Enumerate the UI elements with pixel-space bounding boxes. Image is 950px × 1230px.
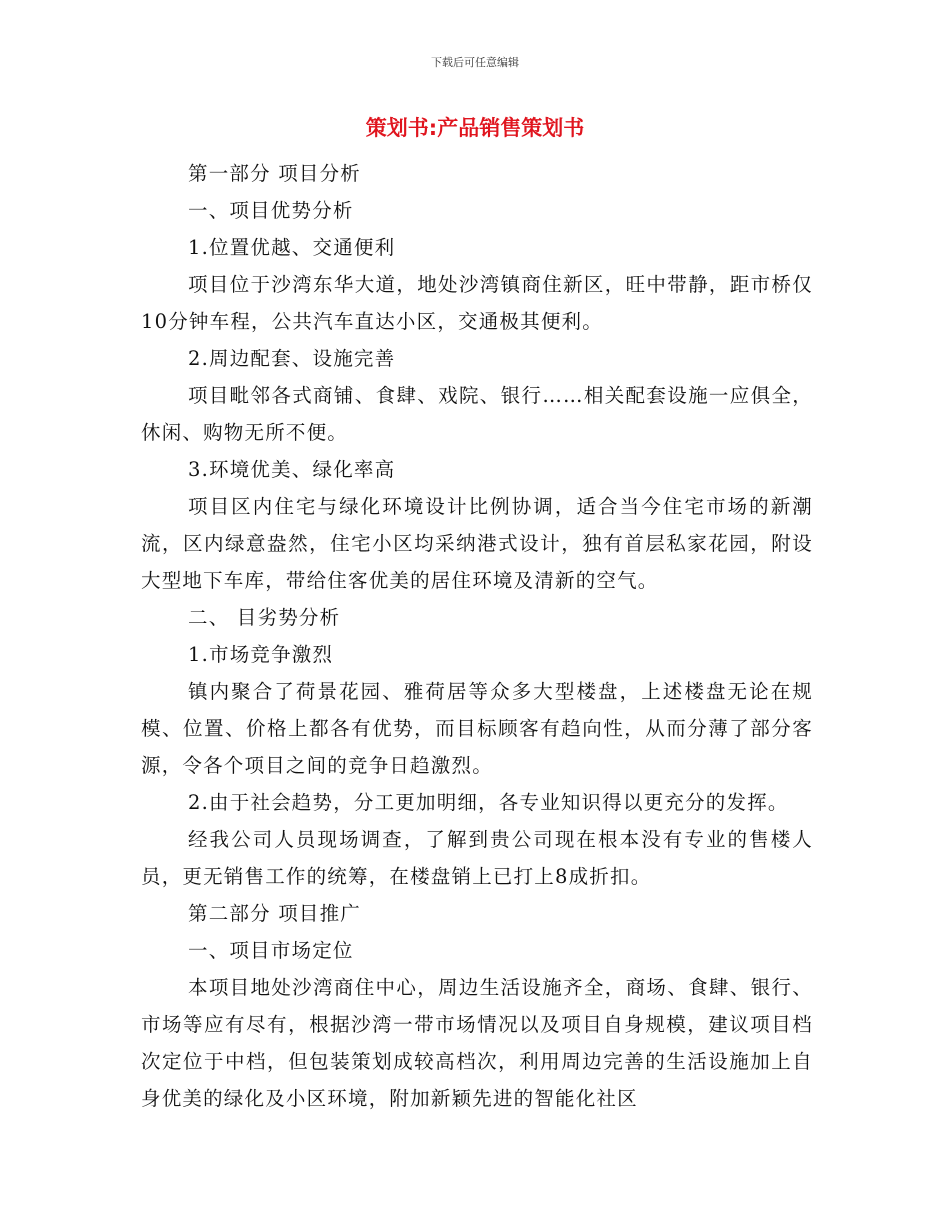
paragraph: 第二部分 项目推广 [188, 902, 361, 925]
paragraph: 二、 目劣势分析 [188, 606, 341, 629]
paragraph: 1.位置优越、交通便利 [188, 236, 396, 259]
paragraph: 第一部分 项目分析 [188, 162, 361, 185]
document-body [141, 155, 813, 1117]
paragraph: 项目毗邻各式商铺、食肆、戏院、银行……相关配套设施一应俱全，休闲、购物无所不便。 [141, 384, 813, 444]
paragraph: 本项目地处沙湾商住中心，周边生活设施齐全，商场、食肆、银行、市场等应有尽有，根据沙湾一带市场情况以及项目自身规模，建议项目档次定位于中档，但包装策划成较高档次，利用周边完善的生活设施加上自身优美的绿化及小区环境，附加新颖先进的智能化社区 [141, 976, 813, 1110]
document-title: 策划书:产品销售策划书 [365, 116, 585, 140]
paragraph: 项目位于沙湾东华大道，地处沙湾镇商住新区，旺中带静，距市桥仅10分钟车程，公共汽车直达小区，交通极其便利。 [141, 273, 813, 333]
paragraph: 一、项目市场定位 [188, 939, 354, 962]
paragraph: 项目区内住宅与绿化环境设计比例协调，适合当今住宅市场的新潮流，区内绿意盎然，住宅小区均采纳港式设计，独有首层私家花园，附设大型地下车库，带给住客优美的居住环境及清新的空气。 [141, 495, 813, 592]
paragraph: 2.由于社会趋势，分工更加明细，各专业知识得以更充分的发挥。 [188, 791, 789, 814]
paragraph: 1.市场竞争激烈 [188, 643, 334, 666]
paragraph: 2.周边配套、设施完善 [188, 347, 396, 370]
paragraph: 一、项目优势分析 [188, 199, 354, 222]
paragraph: 经我公司人员现场调查，了解到贵公司现在根本没有专业的售楼人员，更无销售工作的统筹，在楼盘销上已打上8成折扣。 [141, 828, 813, 888]
paragraph: 镇内聚合了荷景花园、雅荷居等众多大型楼盘，上述楼盘无论在规模、位置、价格上都各有优势，而目标顾客有趋向性，从而分薄了部分客源，令各个项目之间的竞争日趋激烈。 [141, 680, 813, 777]
header-note: 下载后可任意编辑 [431, 56, 519, 69]
paragraph: 3.环境优美、绿化率高 [188, 458, 396, 481]
